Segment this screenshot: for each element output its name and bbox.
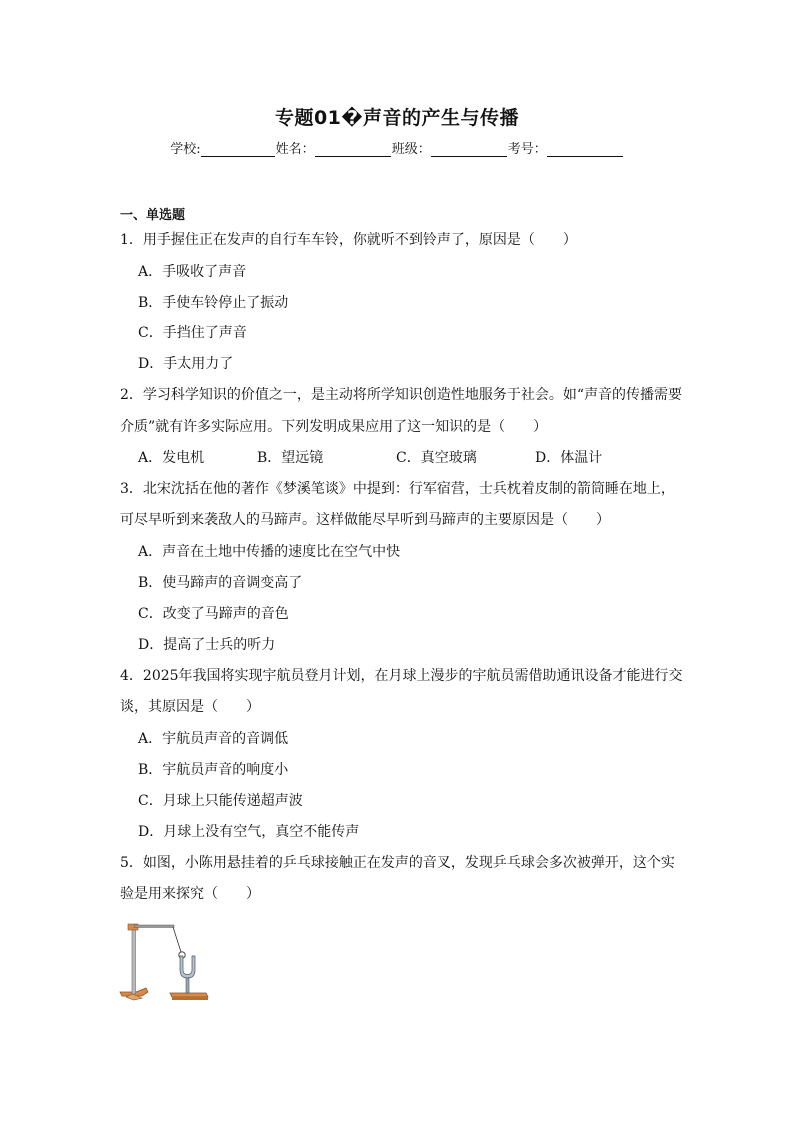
name-label: 姓名： — [275, 142, 315, 157]
question-5-text-line-1: 5．如图，小陈用悬挂着的乒乓球接触正在发声的音叉，发现乒乓球会多次被弹开，这个实 — [120, 855, 675, 871]
question-4-text-line-1: 4．2025年我国将实现宇航员登月计划，在月球上漫步的宇航员需借助通讯设备才能进行交 — [120, 668, 683, 684]
tuning-fork-base — [170, 993, 208, 997]
exam-number-blank[interactable] — [547, 142, 623, 157]
question-3-option-c[interactable]: C．改变了马蹄声的音色 — [138, 606, 289, 622]
class-blank[interactable] — [431, 142, 507, 157]
section-heading: 一、单选题 — [120, 208, 186, 223]
question-2-option-d[interactable]: D．体温计 — [535, 450, 603, 466]
question-4-option-a[interactable]: A．宇航员声音的音调低 — [138, 731, 289, 747]
stand-pole — [132, 926, 136, 994]
question-3-text-line-2: 可尽早听到来袭敌人的马蹄声。这样做能尽早听到马蹄声的主要原因是（ ） — [120, 512, 610, 528]
question-1-option-d[interactable]: D．手太用力了 — [138, 356, 234, 372]
question-3-option-b[interactable]: B．使马蹄声的音调变高了 — [138, 575, 303, 591]
exam-number-label: 考号： — [507, 142, 547, 157]
question-2-text-line-1: 2．学习科学知识的价值之一，是主动将所学知识创造性地服务于社会。如“声音的传播需要 — [120, 387, 683, 403]
question-3-text-line-1: 3．北宋沈括在他的著作《梦溪笔谈》中提到：行军宿营，士兵枕着皮制的箭筒睡在地上， — [120, 481, 675, 497]
student-info-row — [0, 138, 794, 157]
question-2-text-line-2: 介质”就有许多实际应用。下列发明成果应用了这一知识的是（ ） — [120, 419, 548, 435]
question-4-text-line-2: 谈，其原因是（ ） — [120, 699, 260, 715]
question-2-option-b[interactable]: B．望远镜 — [257, 450, 324, 466]
name-blank[interactable] — [315, 142, 391, 157]
school-label: 学校: — [170, 142, 201, 157]
class-label: 班级： — [391, 142, 431, 157]
string — [173, 927, 181, 952]
school-blank[interactable] — [201, 142, 275, 157]
question-1-option-b[interactable]: B．手使车铃停止了振动 — [138, 295, 289, 311]
question-3-option-d[interactable]: D．提高了士兵的听力 — [138, 637, 276, 653]
question-4-option-d[interactable]: D．月球上没有空气，真空不能传声 — [138, 824, 360, 840]
question-1-option-a[interactable]: A．手吸收了声音 — [138, 264, 247, 280]
question-4-option-b[interactable]: B．宇航员声音的响度小 — [138, 762, 289, 778]
question-1-option-c[interactable]: C．手挡住了声音 — [138, 325, 247, 341]
stand-arm — [134, 925, 174, 928]
question-2-option-a[interactable]: A．发电机 — [138, 450, 205, 466]
tuning-fork-base-side — [172, 997, 208, 1000]
tuning-fork-icon — [180, 956, 195, 978]
question-3-option-a[interactable]: A．声音在土地中传播的速度比在空气中快 — [138, 544, 401, 560]
question-5-text-line-2: 验是用来探究（ ） — [120, 886, 260, 902]
tuning-fork-stem — [186, 976, 189, 993]
tuning-fork-apparatus-image — [118, 918, 218, 1004]
question-2-option-c[interactable]: C．真空玻璃 — [396, 450, 477, 466]
page-title: 专题01�声音的产生与传播 — [274, 107, 520, 129]
question-4-option-c[interactable]: C．月球上只能传递超声波 — [138, 793, 303, 809]
question-1-text: 1．用手握住正在发声的自行车车铃，你就听不到铃声了，原因是（ ） — [120, 232, 577, 248]
